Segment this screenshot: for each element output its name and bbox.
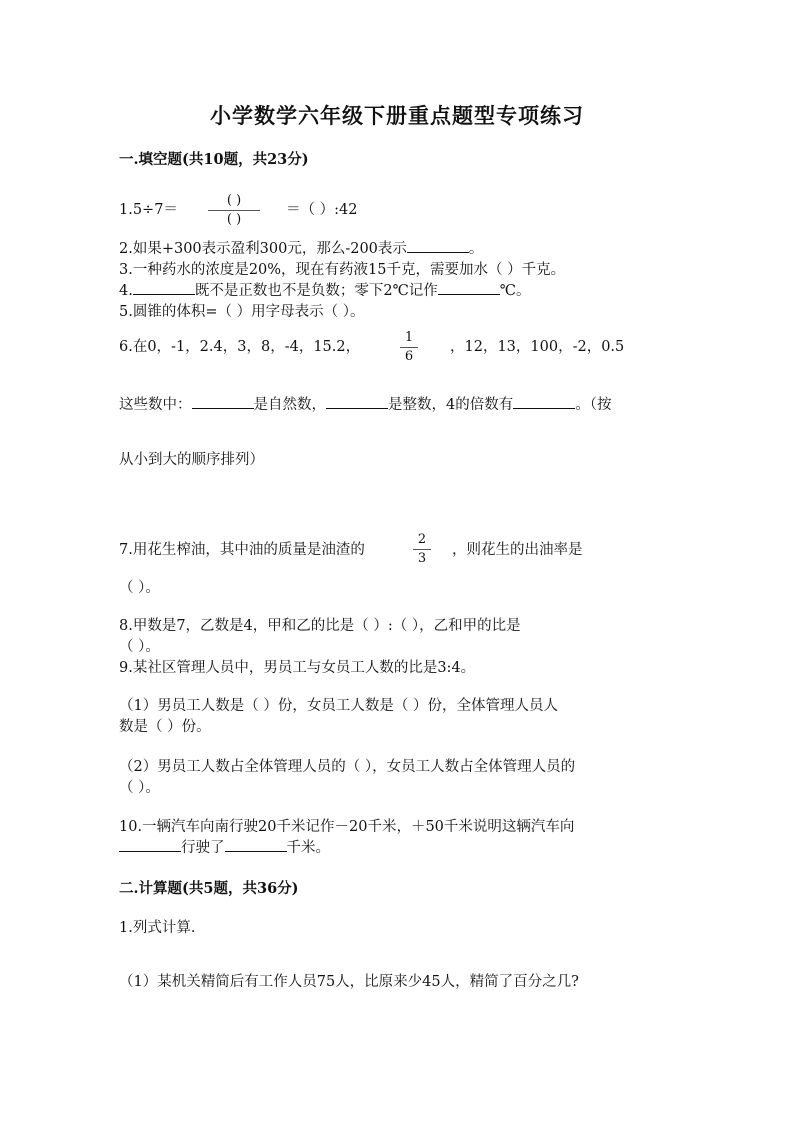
calc-question-1: 1.列式计算. xyxy=(119,920,196,936)
answer-blank[interactable] xyxy=(513,395,575,409)
q4-text: 既不是正数也不是负数；零下2℃记作 xyxy=(194,283,438,299)
question-6-line-2 xyxy=(119,395,611,415)
question-10-line-2 xyxy=(119,838,330,858)
q6-fraction xyxy=(400,330,418,365)
answer-blank[interactable] xyxy=(326,395,388,409)
answer-blank[interactable] xyxy=(225,838,287,852)
q6-text-a: 6.在0，-1，2.4，3，8，-4，15.2， xyxy=(119,339,361,355)
question-9-part-1: （1）男员工人数是（ ）份，女员工人数是（ ）份，全体管理人员人 xyxy=(119,698,558,714)
question-4 xyxy=(119,281,531,301)
question-7-line-2: （ ）。 xyxy=(119,580,160,596)
question-2 xyxy=(119,239,483,259)
q10-text-c: 千米。 xyxy=(286,840,330,856)
q7-frac-bottom: 3 xyxy=(417,551,427,566)
q2-text: 2.如果+300表示盈利300元，那么-200表示 xyxy=(119,241,407,257)
q2-end: 。 xyxy=(468,241,484,257)
question-1 xyxy=(119,200,178,220)
answer-blank[interactable] xyxy=(407,239,469,253)
answer-blank[interactable] xyxy=(119,838,181,852)
question-10: 10.一辆汽车向南行驶20千米记作－20千米，＋50千米说明这辆汽车向 xyxy=(119,819,575,835)
q7-fraction xyxy=(413,532,431,567)
section-heading-calculation: 二.计算题(共5题，共36分) xyxy=(119,880,299,897)
question-6 xyxy=(119,337,360,357)
fraction-bar xyxy=(208,210,260,211)
q1-frac-top: ( ) xyxy=(226,193,242,208)
q6-l2-c: 是整数，4的倍数有 xyxy=(388,397,514,413)
question-9-part-2-line-2: （ ）。 xyxy=(119,780,160,796)
q6-frac-top: 1 xyxy=(404,330,414,345)
q10-text-b: 行驶了 xyxy=(181,840,225,856)
q1-prefix: 1.5÷7＝ xyxy=(119,202,178,218)
q1-suffix: ＝（ ）:42 xyxy=(286,202,358,218)
q6-l2-b: 是自然数， xyxy=(253,397,326,413)
q4-num: 4. xyxy=(119,283,133,299)
question-9-part-1-line-2: 数是（ ）份。 xyxy=(119,719,211,735)
page-title: 小学数学六年级下册重点题型专项练习 xyxy=(210,103,584,128)
answer-blank[interactable] xyxy=(133,281,195,295)
section-heading-fill-blank: 一.填空题(共10题，共23分) xyxy=(119,151,309,168)
answer-blank[interactable] xyxy=(192,395,254,409)
q1-frac-bottom: ( ) xyxy=(226,212,242,227)
fraction-bar xyxy=(413,549,431,550)
q1-fraction xyxy=(208,193,260,228)
question-8: 8.甲数是7，乙数是4，甲和乙的比是（ ）:（ ），乙和甲的比是 xyxy=(119,618,521,634)
answer-blank[interactable] xyxy=(438,281,500,295)
question-6-line-3: 从小到大的顺序排列） xyxy=(119,452,264,468)
question-3: 3.一种药水的浓度是20%，现在有药液15千克，需要加水（ ）千克。 xyxy=(119,262,566,278)
q7-text-b: ，则花生的出油率是 xyxy=(452,542,583,558)
question-7 xyxy=(119,540,365,560)
q7-frac-top: 2 xyxy=(417,532,427,547)
q4-unit: ℃。 xyxy=(499,283,531,299)
calc-question-1-part-1: （1）某机关精简后有工作人员75人，比原来少45人，精简了百分之几? xyxy=(119,974,579,990)
q7-text-a: 7.用花生榨油，其中油的质量是油渣的 xyxy=(119,542,365,558)
q6-l2-a: 这些数中： xyxy=(119,397,192,413)
q6-text-b: ，12，13，100，-2，0.5 xyxy=(450,339,625,355)
fraction-bar xyxy=(400,347,418,348)
question-8-line-2: （ ）。 xyxy=(119,639,160,655)
question-9: 9.某社区管理人员中，男员工与女员工人数的比是3:4。 xyxy=(119,660,476,676)
q6-l2-d: 。（按 xyxy=(575,397,612,413)
question-5: 5.圆锥的体积=（ ）用字母表示（ ）。 xyxy=(119,304,365,320)
q6-frac-bottom: 6 xyxy=(404,349,414,364)
question-9-part-2: （2）男员工人数占全体管理人员的（ ），女员工人数占全体管理人员的 xyxy=(119,759,576,775)
